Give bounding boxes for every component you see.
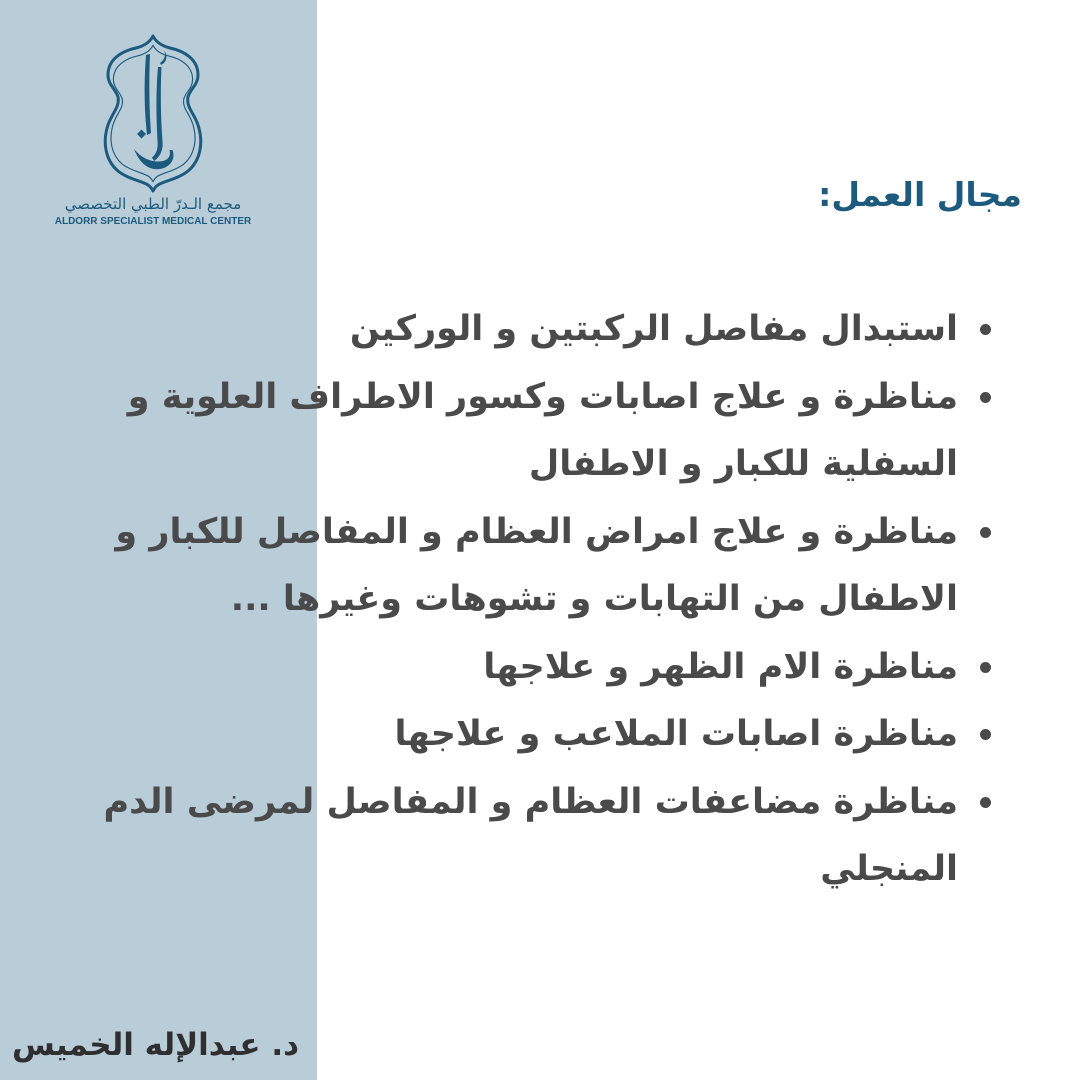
service-line: مناظرة و علاج امراض العظام و المفاصل للكبار و — [115, 511, 958, 552]
services-list — [40, 296, 998, 904]
bullet-icon — [972, 296, 998, 364]
list-item — [40, 769, 998, 904]
list-item-text — [40, 364, 958, 499]
aldorr-logo-icon — [100, 33, 206, 193]
list-item — [40, 701, 998, 769]
list-item-text — [40, 701, 958, 769]
service-line: استبدال مفاصل الركبتين و الوركين — [349, 309, 958, 349]
bullet-icon — [972, 499, 998, 567]
doctor-name: د. عبدالإله الخميس — [12, 1027, 300, 1063]
list-item-text — [40, 296, 958, 364]
bullet-icon — [972, 769, 998, 837]
service-line: مناظرة الام الظهر و علاجها — [483, 646, 958, 687]
service-line: المنجلي — [820, 849, 958, 889]
service-line: السفلية للكبار و الاطفال — [528, 444, 958, 484]
service-line: مناظرة مضاعفات العظام و المفاصل لمرضى الدم — [103, 781, 958, 822]
service-line: الاطفال من التهابات و تشوهات وغيرها ... — [230, 579, 958, 619]
list-item-text — [40, 499, 958, 634]
list-item — [40, 296, 998, 364]
brand-name-arabic: مجمع الـدرّ الطبي التخصصي — [64, 195, 242, 213]
list-item — [40, 499, 998, 634]
list-item-text — [40, 769, 958, 904]
list-item — [40, 634, 998, 702]
list-item — [40, 364, 998, 499]
bullet-icon — [972, 364, 998, 432]
list-item-text — [40, 634, 958, 702]
service-line: مناظرة و علاج اصابات وكسور الاطراف العلوية و — [127, 376, 958, 417]
bullet-icon — [972, 634, 998, 702]
service-line: مناظرة اصابات الملاعب و علاجها — [394, 714, 958, 754]
bullet-icon — [972, 701, 998, 769]
brand-name-english: ALDORR SPECIALIST MEDICAL CENTER — [54, 216, 252, 227]
page-title: مجال العمل: — [818, 175, 1022, 214]
